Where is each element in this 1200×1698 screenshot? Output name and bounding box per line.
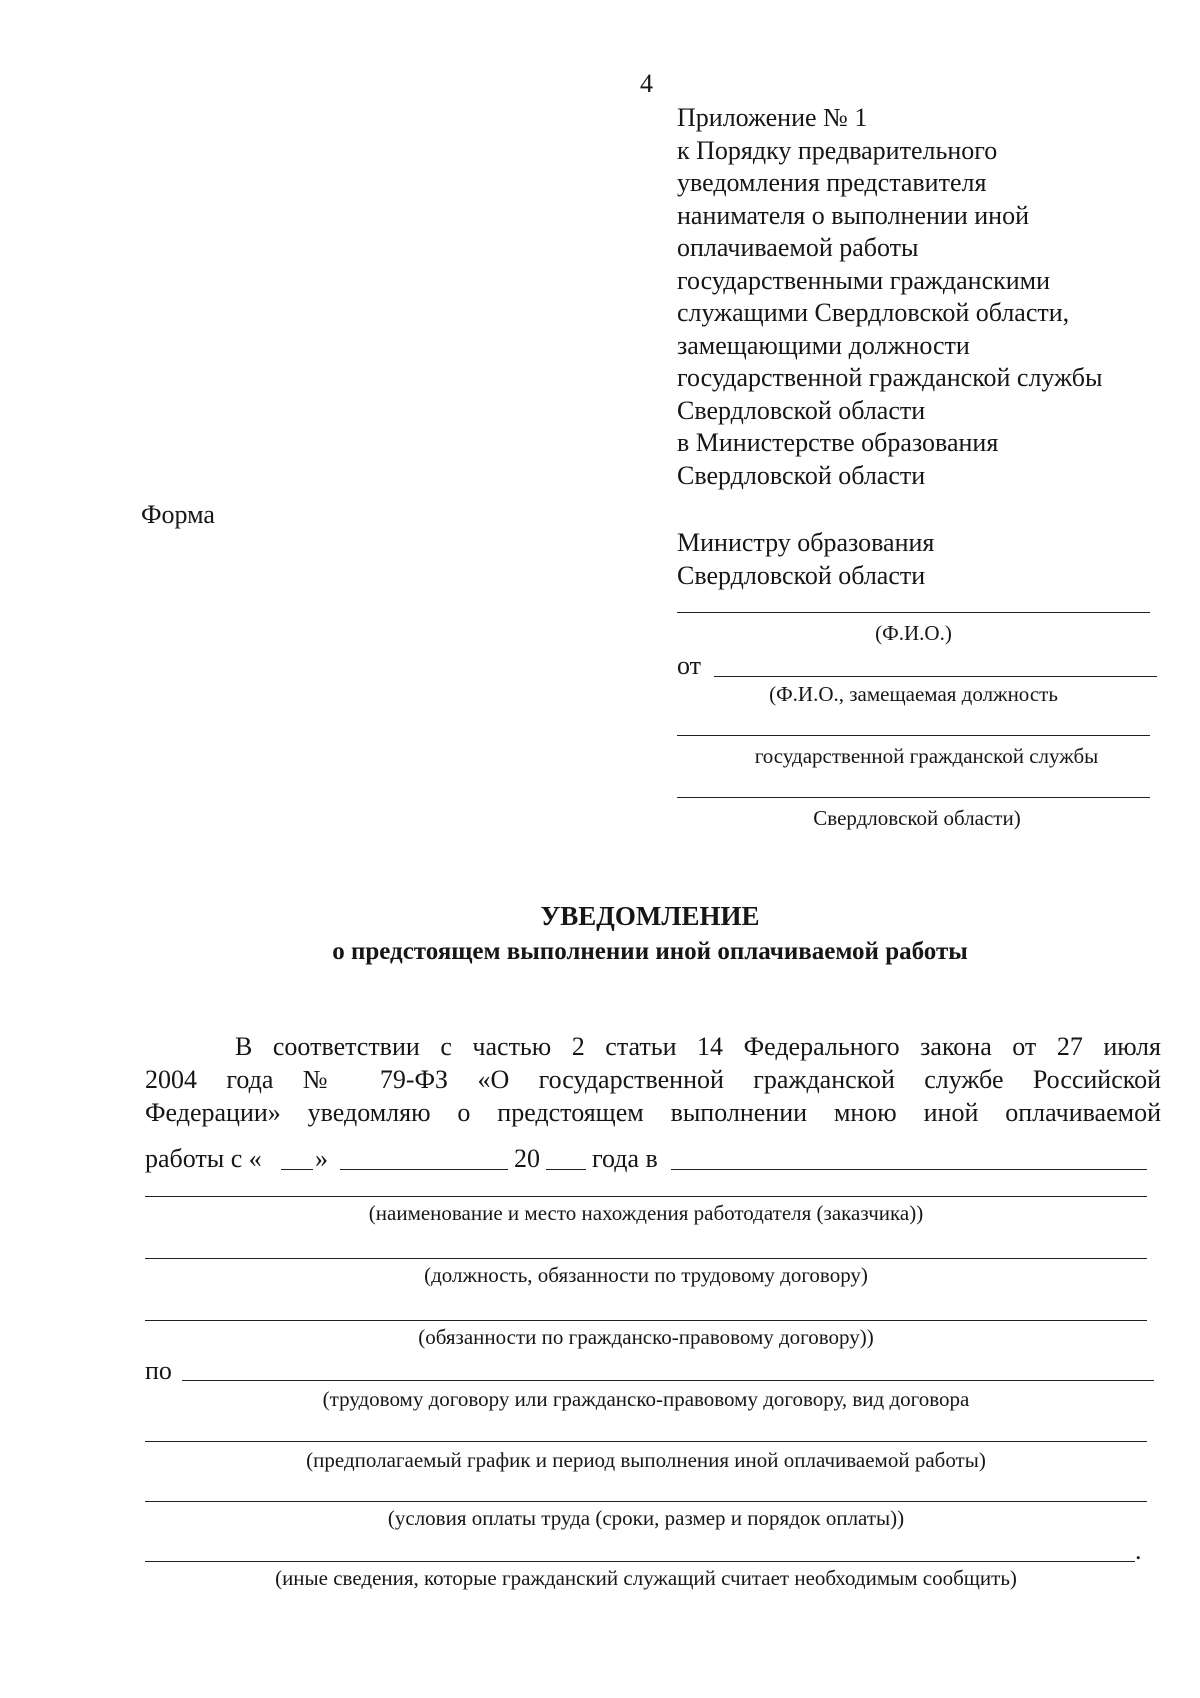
- appendix-block: [677, 102, 1102, 492]
- pay-line[interactable]: [145, 1501, 1147, 1502]
- year-prefix: 20: [514, 1144, 540, 1173]
- employer-caption: (наименование и место нахождения работодателя (заказчика)): [368, 1201, 924, 1225]
- appendix-line: Свердловской области: [677, 395, 926, 425]
- document-title: УВЕДОМЛЕНИЕ: [540, 901, 760, 931]
- from-label: от: [677, 651, 702, 680]
- body-line: Федерации» уведомляю о предстоящем выполнении мною иной оплачиваемой: [145, 1098, 1161, 1127]
- pay-caption: (условия оплаты труда (сроки, размер и порядок оплаты)): [387, 1506, 905, 1530]
- form-label: Форма: [141, 500, 215, 529]
- employer-line-1[interactable]: [671, 1169, 1147, 1170]
- appendix-line: нанимателя о выполнении иной: [677, 200, 1029, 230]
- day-blank[interactable]: [281, 1169, 313, 1170]
- civil-duties-caption: (обязанности по гражданско-правовому договору)): [418, 1325, 874, 1349]
- body-line: В соответствии с частью 2 статьи 14 Федерального закона от 27 июля: [235, 1032, 1161, 1061]
- appendix-line: Свердловской области: [677, 460, 926, 490]
- fio-line[interactable]: [677, 612, 1150, 613]
- position-line[interactable]: [145, 1258, 1147, 1259]
- document-subtitle: о предстоящем выполнении иной оплачиваемой работы: [332, 938, 968, 965]
- addressee-line: Министру образования: [677, 528, 935, 557]
- contract-caption: (трудовому договору или гражданско-правовому договору, вид договора: [322, 1387, 970, 1411]
- from-caption: (Ф.И.О., замещаемая должность: [769, 682, 1058, 706]
- other-line[interactable]: [145, 1561, 1135, 1562]
- appendix-line: государственными гражданскими: [677, 265, 1051, 295]
- fio-caption: (Ф.И.О.): [875, 621, 952, 645]
- region-caption: Свердловской области): [813, 806, 1021, 830]
- appendix-line: уведомления представителя: [677, 168, 987, 197]
- appendix-line: государственной гражданской службы: [677, 363, 1103, 392]
- year-suffix: года в: [592, 1144, 658, 1173]
- schedule-line[interactable]: [145, 1441, 1147, 1442]
- contract-line[interactable]: [182, 1380, 1154, 1381]
- civil-duties-line[interactable]: [145, 1320, 1147, 1321]
- appendix-line: к Порядку предварительного: [677, 135, 998, 165]
- month-blank[interactable]: [340, 1169, 508, 1170]
- appendix-line: оплачиваемой работы: [677, 233, 919, 262]
- addressee-line: Свердловской области: [677, 560, 926, 590]
- position-caption: (должность, обязанности по трудовому договору): [424, 1263, 868, 1287]
- service-line[interactable]: [677, 735, 1150, 736]
- employer-line-2[interactable]: [145, 1196, 1147, 1197]
- appendix-line: в Министерстве образования: [677, 428, 999, 457]
- from-line[interactable]: [714, 676, 1157, 677]
- service-caption: государственной гражданской службы: [754, 744, 1099, 768]
- addressee-block: [677, 527, 934, 592]
- date-quote-close: »: [315, 1144, 328, 1173]
- body-line: 2004 года № 79-ФЗ «О государственной гражданской службе Российской: [145, 1065, 1161, 1094]
- region-line[interactable]: [677, 797, 1150, 798]
- appendix-line: Приложение № 1: [677, 103, 868, 132]
- appendix-line: служащими Свердловской области,: [677, 298, 1070, 327]
- page-number: 4: [640, 69, 653, 98]
- date-prefix: работы с «: [145, 1144, 262, 1173]
- by-label: по: [145, 1356, 172, 1385]
- schedule-caption: (предполагаемый график и период выполнения иной оплачиваемой работы): [306, 1448, 986, 1472]
- end-mark: .: [1135, 1536, 1142, 1565]
- appendix-line: замещающими должности: [677, 330, 970, 360]
- body-paragraph: [145, 1030, 1161, 1129]
- year-blank[interactable]: [546, 1169, 586, 1170]
- other-caption: (иные сведения, которые гражданский служащий считает необходимым сообщить): [275, 1566, 1017, 1590]
